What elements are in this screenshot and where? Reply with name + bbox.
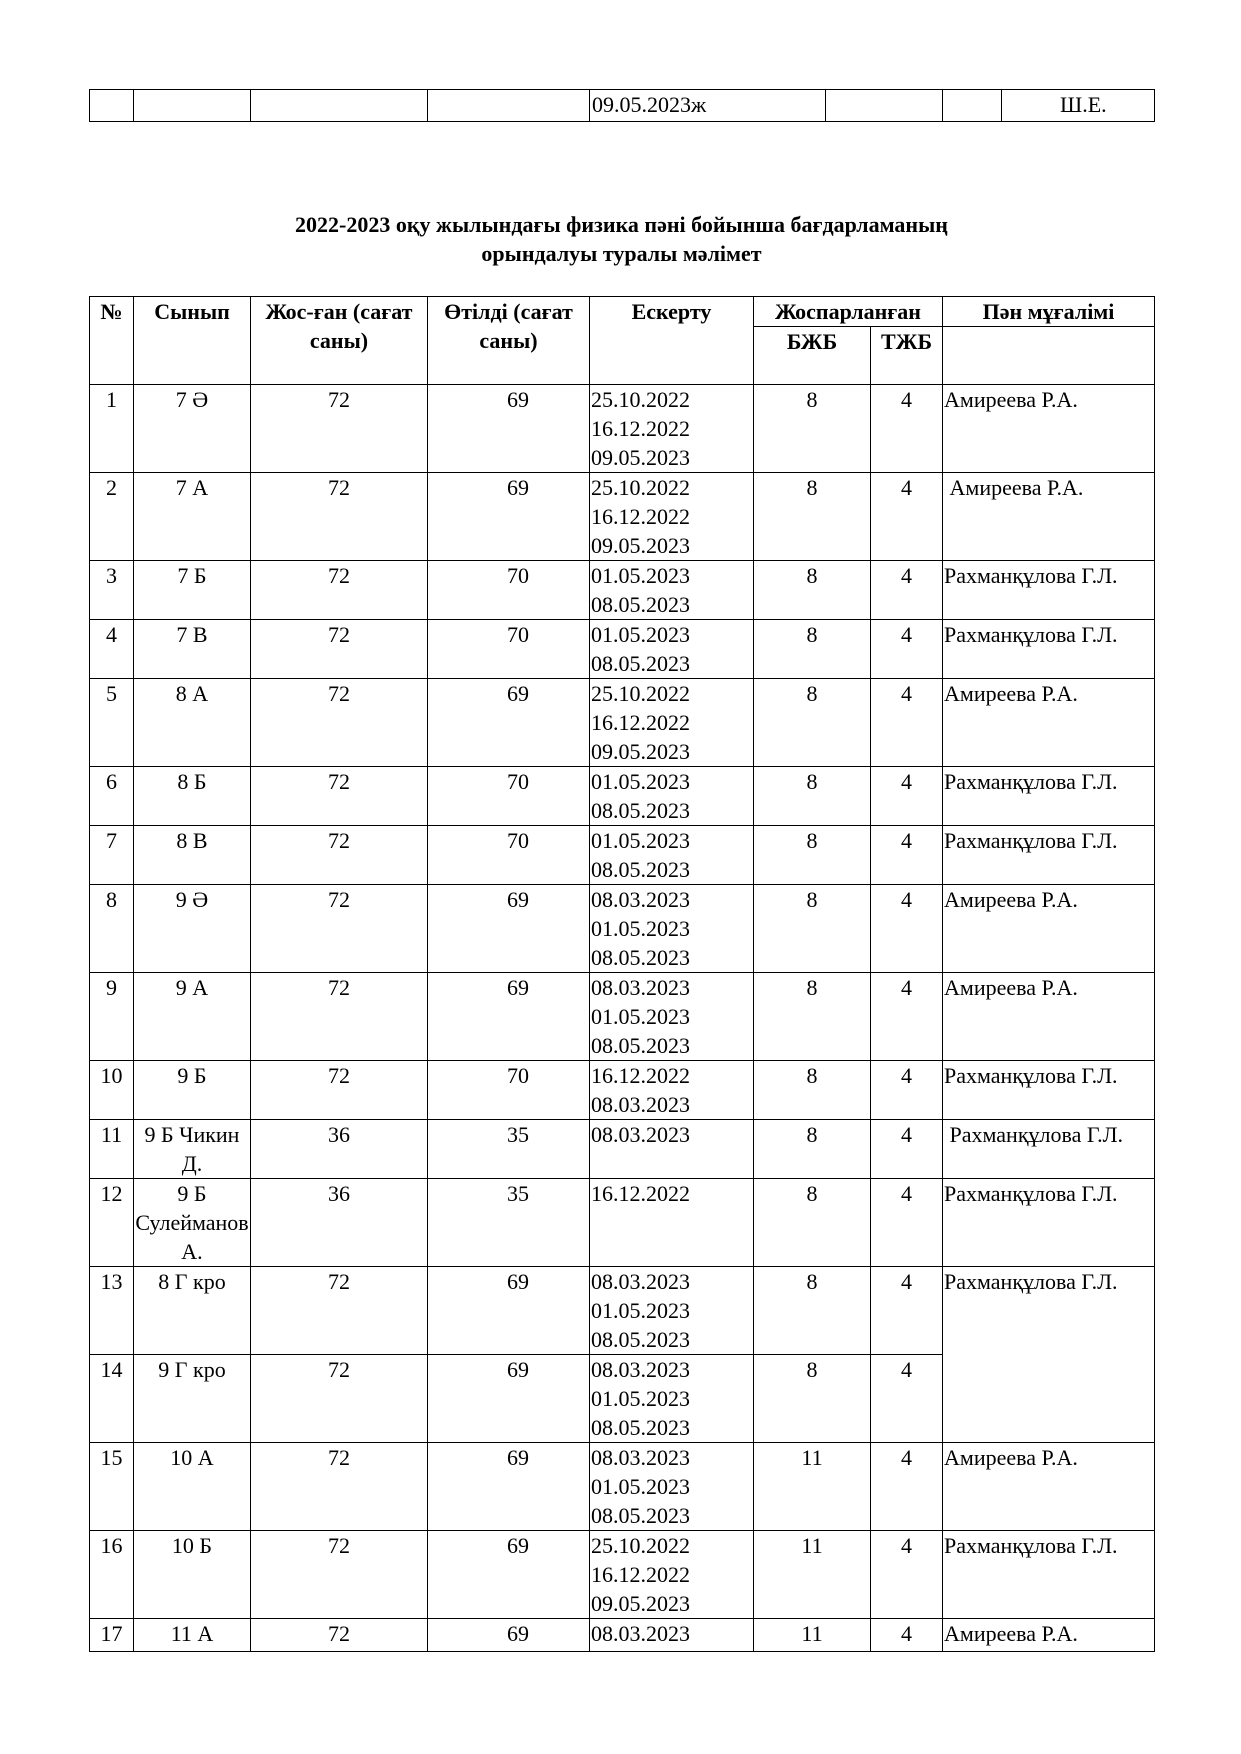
taught-hours-cell: 69 [428,885,590,973]
tzhb-cell: 4 [871,1120,943,1179]
table-cell [134,90,251,122]
bzhb-cell: 8 [754,620,871,679]
planned-hours-cell: 72 [251,679,428,767]
header-class: Сынып [134,297,251,385]
bzhb-cell: 8 [754,473,871,561]
class-cell: 8 Г кро [134,1267,251,1355]
note-dates-cell [590,473,754,561]
note-date: 08.03.2023 [591,1445,690,1470]
tzhb-cell: 4 [871,826,943,885]
teacher-cell: Амиреева Р.А. [943,885,1155,973]
tzhb-cell: 4 [871,1179,943,1267]
note-date: 25.10.2022 [591,475,690,500]
row-number-cell: 3 [90,561,134,620]
teacher-cell: Амиреева Р.А. [943,679,1155,767]
note-dates-cell [590,826,754,885]
note-dates-cell [590,1619,754,1652]
taught-hours-cell: 70 [428,826,590,885]
row-number-cell: 16 [90,1531,134,1619]
note-date: 08.05.2023 [591,651,690,676]
note-date: 16.12.2022 [591,504,690,529]
tzhb-cell: 4 [871,1443,943,1531]
taught-hours-cell: 69 [428,1619,590,1652]
tzhb-cell: 4 [871,885,943,973]
table-row [90,1120,1155,1179]
row-number-cell: 17 [90,1619,134,1652]
taught-hours-cell: 69 [428,385,590,473]
row-number-cell: 11 [90,1120,134,1179]
planned-hours-cell: 72 [251,561,428,620]
note-date: 25.10.2022 [591,681,690,706]
note-date: 09.05.2023 [591,739,690,764]
table-cell [428,90,590,122]
teacher-cell: Рахманқұлова Г.Л. [943,1531,1155,1619]
table-row [90,1267,1155,1355]
table-cell [251,90,428,122]
table-row [90,90,1155,122]
note-date: 08.03.2023 [591,1122,690,1147]
note-date: 08.05.2023 [591,857,690,882]
class-cell: 9 Б [134,1061,251,1120]
class-cell: 9 Г кро [134,1355,251,1443]
note-dates-cell [590,620,754,679]
class-cell: 8 Б [134,767,251,826]
note-date: 08.03.2023 [591,1357,690,1382]
table-row [90,767,1155,826]
header-planned-hours: Жос-ған (сағат саны) [251,297,428,385]
taught-hours-cell: 70 [428,1061,590,1120]
note-date: 16.12.2022 [591,1562,690,1587]
note-date: 08.05.2023 [591,1415,690,1440]
teacher-cell: Амиреева Р.А. [943,973,1155,1061]
teacher-cell: Амиреева Р.А. [943,1443,1155,1531]
table-row [90,561,1155,620]
taught-hours-cell: 35 [428,1179,590,1267]
note-date: 01.05.2023 [591,1386,690,1411]
bzhb-cell: 11 [754,1619,871,1652]
header-bzhb: БЖБ [754,327,871,385]
planned-hours-cell: 72 [251,1061,428,1120]
tzhb-cell: 4 [871,1531,943,1619]
planned-hours-cell: 72 [251,1531,428,1619]
note-date: 16.12.2022 [591,1063,690,1088]
header-teacher-blank [943,327,1155,385]
taught-hours-cell: 69 [428,679,590,767]
program-completion-table [89,296,1155,1652]
taught-hours-cell: 69 [428,473,590,561]
tzhb-cell: 4 [871,1267,943,1355]
table-row [90,973,1155,1061]
table-row [90,385,1155,473]
note-dates-cell [590,885,754,973]
row-number-cell: 10 [90,1061,134,1120]
bzhb-cell: 8 [754,1179,871,1267]
row-number-cell: 1 [90,385,134,473]
bzhb-cell: 8 [754,767,871,826]
note-date: 01.05.2023 [591,769,690,794]
note-dates-cell [590,767,754,826]
taught-hours-cell: 70 [428,620,590,679]
teacher-cell: Амиреева Р.А. [943,385,1155,473]
table-row [90,885,1155,973]
planned-hours-cell: 72 [251,385,428,473]
table-row [90,1061,1155,1120]
class-cell: 9 Б Сулейманов А. [134,1179,251,1267]
note-dates-cell [590,973,754,1061]
row-number-cell: 12 [90,1179,134,1267]
note-dates-cell [590,561,754,620]
note-date: 08.05.2023 [591,798,690,823]
planned-hours-cell: 36 [251,1120,428,1179]
tzhb-cell: 4 [871,385,943,473]
teacher-cell: Амиреева Р.А. [943,1619,1155,1652]
note-dates-cell [590,1120,754,1179]
note-date: 09.05.2023 [591,445,690,470]
note-date: 01.05.2023 [591,1474,690,1499]
taught-hours-cell: 69 [428,1531,590,1619]
header-no: № [90,297,134,385]
class-cell: 9 А [134,973,251,1061]
note-date: 08.05.2023 [591,1503,690,1528]
planned-hours-cell: 72 [251,767,428,826]
tzhb-cell: 4 [871,679,943,767]
planned-hours-cell: 72 [251,973,428,1061]
class-cell: 11 А [134,1619,251,1652]
class-cell: 10 А [134,1443,251,1531]
note-date: 16.12.2022 [591,710,690,735]
row-number-cell: 9 [90,973,134,1061]
tzhb-cell: 4 [871,973,943,1061]
note-date: 09.05.2023 [591,533,690,558]
note-date: 08.03.2023 [591,887,690,912]
class-cell: 8 А [134,679,251,767]
tzhb-cell: 4 [871,620,943,679]
note-date: 08.03.2023 [591,1269,690,1294]
note-date: 09.05.2023 [591,1591,690,1616]
note-dates-cell [590,1061,754,1120]
row-number-cell: 13 [90,1267,134,1355]
row-number-cell: 7 [90,826,134,885]
table-row [90,620,1155,679]
row-number-cell: 6 [90,767,134,826]
teacher-cell: Рахманқұлова Г.Л. [943,1061,1155,1120]
note-dates-cell [590,1267,754,1355]
table-row [90,679,1155,767]
tzhb-cell: 4 [871,1619,943,1652]
teacher-cell: Рахманқұлова Г.Л. [943,1179,1155,1267]
planned-hours-cell: 72 [251,620,428,679]
taught-hours-cell: 70 [428,561,590,620]
note-date: 01.05.2023 [591,1298,690,1323]
header-taught-hours: Өтілді (сағат саны) [428,297,590,385]
table-body [90,385,1155,1652]
teacher-cell: Рахманқұлова Г.Л. [943,826,1155,885]
bzhb-cell: 8 [754,1267,871,1355]
bzhb-cell: 8 [754,561,871,620]
table-row [90,1443,1155,1531]
note-dates-cell [590,679,754,767]
table-cell [826,90,943,122]
planned-hours-cell: 72 [251,1267,428,1355]
previous-table-fragment [89,89,1155,122]
bzhb-cell: 8 [754,1061,871,1120]
page-title [89,210,1154,268]
note-date: 08.03.2023 [591,975,690,1000]
table-cell: 09.05.2023ж [590,90,826,122]
bzhb-cell: 8 [754,679,871,767]
bzhb-cell: 11 [754,1443,871,1531]
planned-hours-cell: 36 [251,1179,428,1267]
taught-hours-cell: 69 [428,973,590,1061]
taught-hours-cell: 69 [428,1355,590,1443]
teacher-cell: Рахманқұлова Г.Л. [943,767,1155,826]
note-dates-cell [590,1355,754,1443]
header-tzhb: ТЖБ [871,327,943,385]
header-teacher: Пән мұғалімі [943,297,1155,327]
bzhb-cell: 8 [754,385,871,473]
planned-hours-cell: 72 [251,1355,428,1443]
table-cell [90,90,134,122]
header-note: Ескерту [590,297,754,385]
bzhb-cell: 8 [754,1355,871,1443]
header-planned: Жоспарланған [754,297,943,327]
tzhb-cell: 4 [871,767,943,826]
taught-hours-cell: 69 [428,1267,590,1355]
note-dates-cell [590,1179,754,1267]
row-number-cell: 14 [90,1355,134,1443]
class-cell: 7 Ә [134,385,251,473]
bzhb-cell: 8 [754,826,871,885]
teacher-cell: Рахманқұлова Г.Л. [943,1120,1155,1179]
note-date: 08.05.2023 [591,1033,690,1058]
teacher-cell: Рахманқұлова Г.Л. [943,561,1155,620]
table-row [90,1531,1155,1619]
row-number-cell: 5 [90,679,134,767]
table-header-row [90,297,1155,327]
planned-hours-cell: 72 [251,473,428,561]
note-date: 08.05.2023 [591,945,690,970]
tzhb-cell: 4 [871,561,943,620]
note-date: 01.05.2023 [591,828,690,853]
class-cell: 7 А [134,473,251,561]
taught-hours-cell: 69 [428,1443,590,1531]
note-dates-cell [590,1443,754,1531]
planned-hours-cell: 72 [251,1619,428,1652]
row-number-cell: 15 [90,1443,134,1531]
note-date: 08.03.2023 [591,1621,690,1646]
planned-hours-cell: 72 [251,826,428,885]
note-date: 16.12.2022 [591,1181,690,1206]
table-cell: Ш.Е. [1002,90,1155,122]
note-dates-cell [590,385,754,473]
note-date: 01.05.2023 [591,622,690,647]
note-date: 08.03.2023 [591,1092,690,1117]
table-row [90,1619,1155,1652]
planned-hours-cell: 72 [251,885,428,973]
table-row [90,473,1155,561]
row-number-cell: 4 [90,620,134,679]
teacher-cell: Рахманқұлова Г.Л. [943,1267,1155,1443]
note-date: 25.10.2022 [591,387,690,412]
note-date: 08.05.2023 [591,1327,690,1352]
class-cell: 9 Б Чикин Д. [134,1120,251,1179]
bzhb-cell: 8 [754,1120,871,1179]
note-date: 08.05.2023 [591,592,690,617]
note-date: 01.05.2023 [591,1004,690,1029]
row-number-cell: 2 [90,473,134,561]
title-line: 2022-2023 оқу жылындағы физика пәні бойынша бағдарламаның [295,212,948,237]
tzhb-cell: 4 [871,473,943,561]
note-dates-cell [590,1531,754,1619]
class-cell: 7 В [134,620,251,679]
bzhb-cell: 11 [754,1531,871,1619]
taught-hours-cell: 35 [428,1120,590,1179]
note-date: 01.05.2023 [591,563,690,588]
planned-hours-cell: 72 [251,1443,428,1531]
class-cell: 10 Б [134,1531,251,1619]
class-cell: 8 В [134,826,251,885]
note-date: 25.10.2022 [591,1533,690,1558]
table-row [90,1179,1155,1267]
tzhb-cell: 4 [871,1061,943,1120]
bzhb-cell: 8 [754,885,871,973]
teacher-cell: Амиреева Р.А. [943,473,1155,561]
class-cell: 7 Б [134,561,251,620]
tzhb-cell: 4 [871,1355,943,1443]
note-date: 16.12.2022 [591,416,690,441]
row-number-cell: 8 [90,885,134,973]
title-line: орындалуы туралы мәлімет [481,241,762,266]
table-cell [943,90,1002,122]
note-date: 01.05.2023 [591,916,690,941]
table-row [90,826,1155,885]
class-cell: 9 Ә [134,885,251,973]
teacher-cell: Рахманқұлова Г.Л. [943,620,1155,679]
bzhb-cell: 8 [754,973,871,1061]
taught-hours-cell: 70 [428,767,590,826]
